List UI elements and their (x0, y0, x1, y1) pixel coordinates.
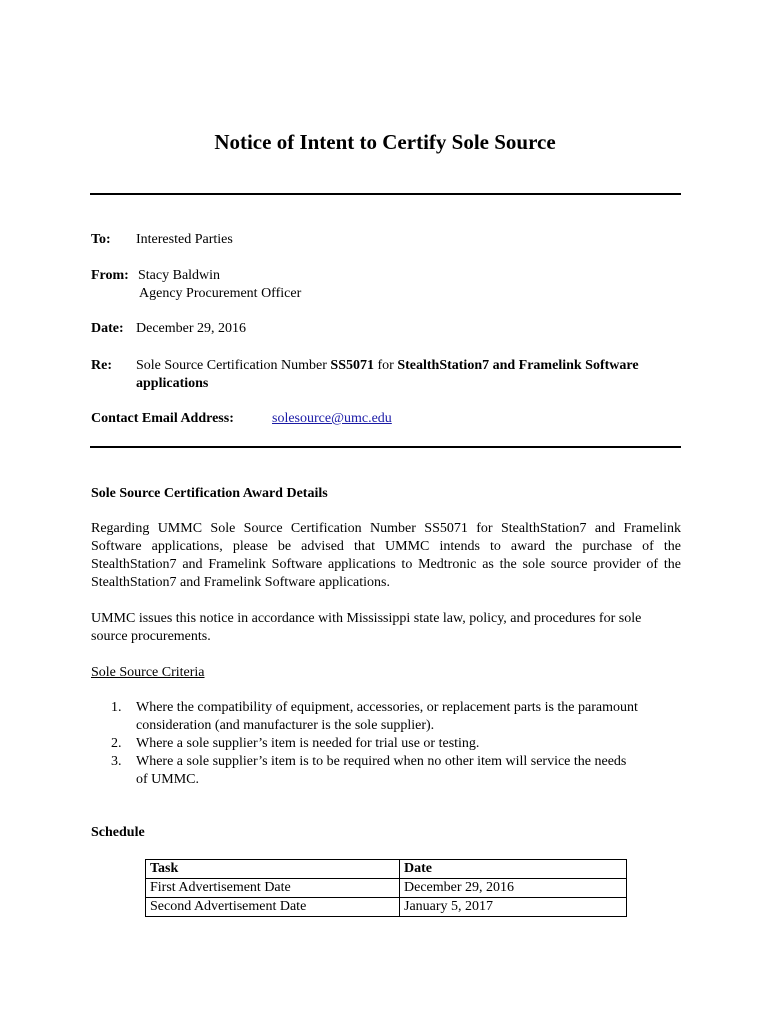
re-subject-cont: applications (136, 376, 209, 391)
re-subject: StealthStation7 and Framelink Software (397, 358, 639, 373)
award-heading: Sole Source Certification Award Details (91, 486, 328, 501)
re-label: Re: (91, 358, 112, 373)
contact-label: Contact Email Address: (91, 411, 234, 426)
to-value: Interested Parties (136, 232, 233, 247)
table-cell: First Advertisement Date (146, 879, 400, 898)
from-name: Stacy Baldwin (138, 268, 221, 283)
criteria-list (91, 699, 681, 789)
schedule-table (145, 859, 627, 917)
criteria-heading: Sole Source Criteria (91, 665, 205, 680)
page-title: Notice of Intent to Certify Sole Source (214, 130, 556, 154)
to-row (91, 231, 233, 249)
bottom-divider (90, 446, 681, 448)
column-header-task: Task (146, 860, 400, 879)
award-paragraph-2: UMMC issues this notice in accordance with Mississippi state law, policy, and procedures for sole source procurements. (91, 611, 642, 644)
re-for: for (373, 358, 398, 373)
table-row (146, 898, 627, 917)
date-label: Date: (91, 321, 124, 336)
from-label: From: (91, 268, 129, 283)
re-row (91, 357, 639, 375)
table-header-row (146, 860, 627, 879)
list-item: 2. Where a sole supplier’s item is needed for trial use or testing. (111, 736, 480, 751)
table-row (146, 879, 627, 898)
top-divider (90, 193, 681, 195)
table-cell: Second Advertisement Date (146, 898, 400, 917)
date-value: December 29, 2016 (136, 321, 247, 336)
contact-email-link[interactable]: solesource@umc.edu (272, 411, 392, 426)
date-row (91, 320, 247, 338)
to-label: To: (91, 232, 111, 247)
column-header-date: Date (400, 860, 627, 879)
table-cell: December 29, 2016 (400, 879, 627, 898)
from-title: Agency Procurement Officer (139, 286, 302, 301)
schedule-heading: Schedule (91, 825, 145, 840)
list-item: 1. Where the compatibility of equipment, accessories, or replacement parts is the paramount consideration (and manufacturer is the sole supplier). (111, 700, 638, 733)
list-item: 3. Where a sole supplier’s item is to be required when no other item will service the needs of UMMC. (111, 754, 627, 787)
award-paragraph-1: Regarding UMMC Sole Source Certification Number SS5071 for StealthStation7 and Framelink Software applications, please be advised that UMMC intends to award the purchase of the StealthStation7 and Framelink Software applications to Medtronic as the sole source provider of the StealthStation7 and Framelink Software applications. (91, 521, 681, 590)
re-prefix: Sole Source Certification Number (136, 358, 331, 373)
table-cell: January 5, 2017 (400, 898, 627, 917)
from-row (91, 267, 221, 285)
contact-row (91, 410, 392, 428)
re-value (136, 357, 639, 375)
re-number: SS5071 (330, 358, 374, 373)
